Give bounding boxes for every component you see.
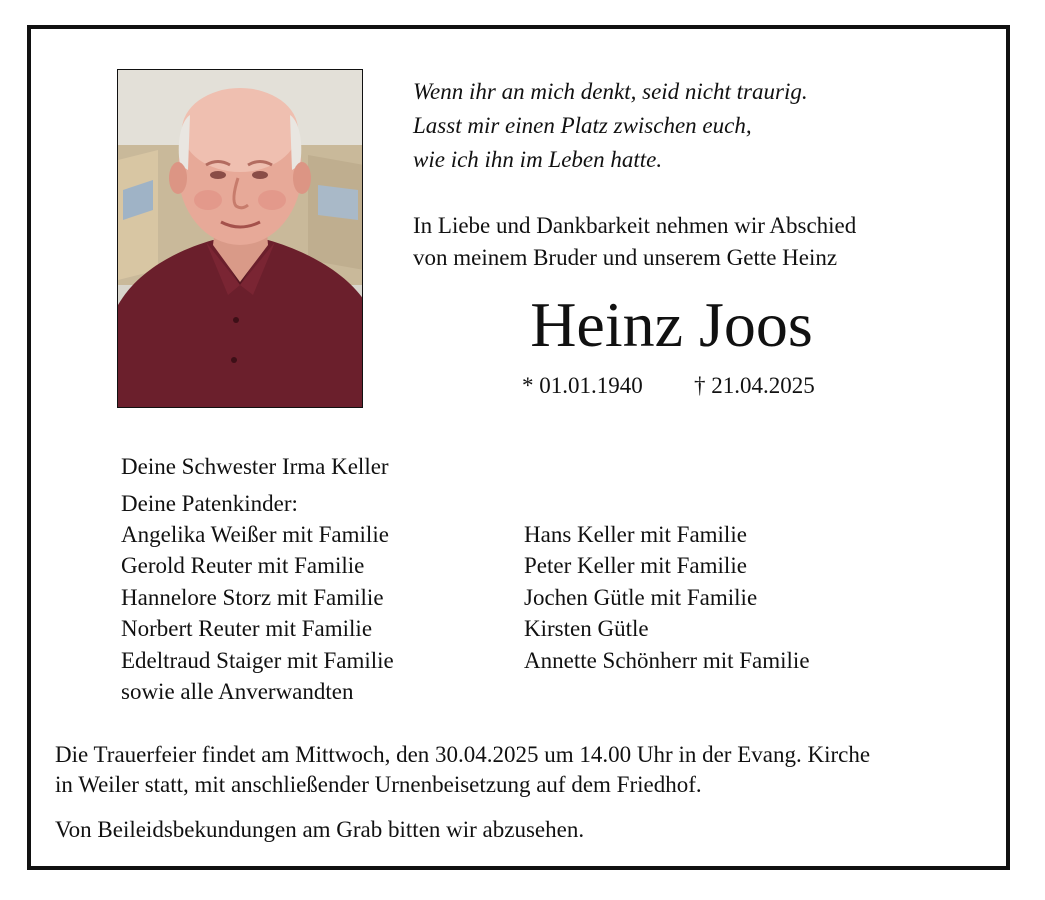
sister-line: Deine Schwester Irma Keller	[121, 454, 389, 479]
farewell-line: In Liebe und Dankbarkeit nehmen wir Abschied	[413, 213, 857, 238]
mourners-right-column	[524, 519, 810, 676]
mourner-entry: Gerold Reuter mit Familie	[121, 553, 365, 579]
godchildren-heading: Deine Patenkinder:	[121, 491, 298, 516]
mourner-entry: Kirsten Gütle	[524, 616, 649, 642]
mourners-left-column	[121, 519, 394, 707]
poem-line: wie ich ihn im Leben hatte.	[413, 147, 663, 172]
mourner-entry: Hannelore Storz mit Familie	[121, 584, 384, 610]
funeral-service-info	[55, 740, 870, 800]
mourner-entry: sowie alle Anverwandten	[121, 679, 354, 705]
condolences-note: Von Beileidsbekundungen am Grab bitten wir abzusehen.	[55, 817, 585, 842]
mourner-entry: Norbert Reuter mit Familie	[121, 616, 373, 642]
deceased-name: Heinz Joos	[530, 289, 813, 360]
mourner-entry: Hans Keller mit Familie	[524, 522, 747, 547]
mourner-entry: Edeltraud Staiger mit Familie	[121, 647, 394, 673]
ceremony-line: in Weiler statt, mit anschließender Urnenbeisetzung auf dem Friedhof.	[55, 772, 702, 797]
farewell-line: von meinem Bruder und unserem Gette Heinz	[413, 245, 838, 270]
poem-line: Wenn ihr an mich denkt, seid nicht traurig.	[413, 79, 808, 104]
poem-line: Lasst mir einen Platz zwischen euch,	[413, 113, 752, 138]
mourner-entry: Angelika Weißer mit Familie	[121, 522, 389, 547]
memorial-poem	[413, 75, 808, 177]
farewell-statement	[413, 210, 856, 274]
mourner-entry: Jochen Gütle mit Familie	[524, 584, 758, 610]
death-date: † 21.04.2025	[694, 373, 815, 398]
birth-date: * 01.01.1940	[522, 373, 643, 398]
mourner-entry: Annette Schönherr mit Familie	[524, 647, 810, 673]
ceremony-line: Die Trauerfeier findet am Mittwoch, den 30.04.2025 um 14.00 Uhr in der Evang. Kirche	[55, 742, 871, 767]
mourner-entry: Peter Keller mit Familie	[524, 553, 747, 579]
deceased-name-row	[0, 285, 1045, 365]
